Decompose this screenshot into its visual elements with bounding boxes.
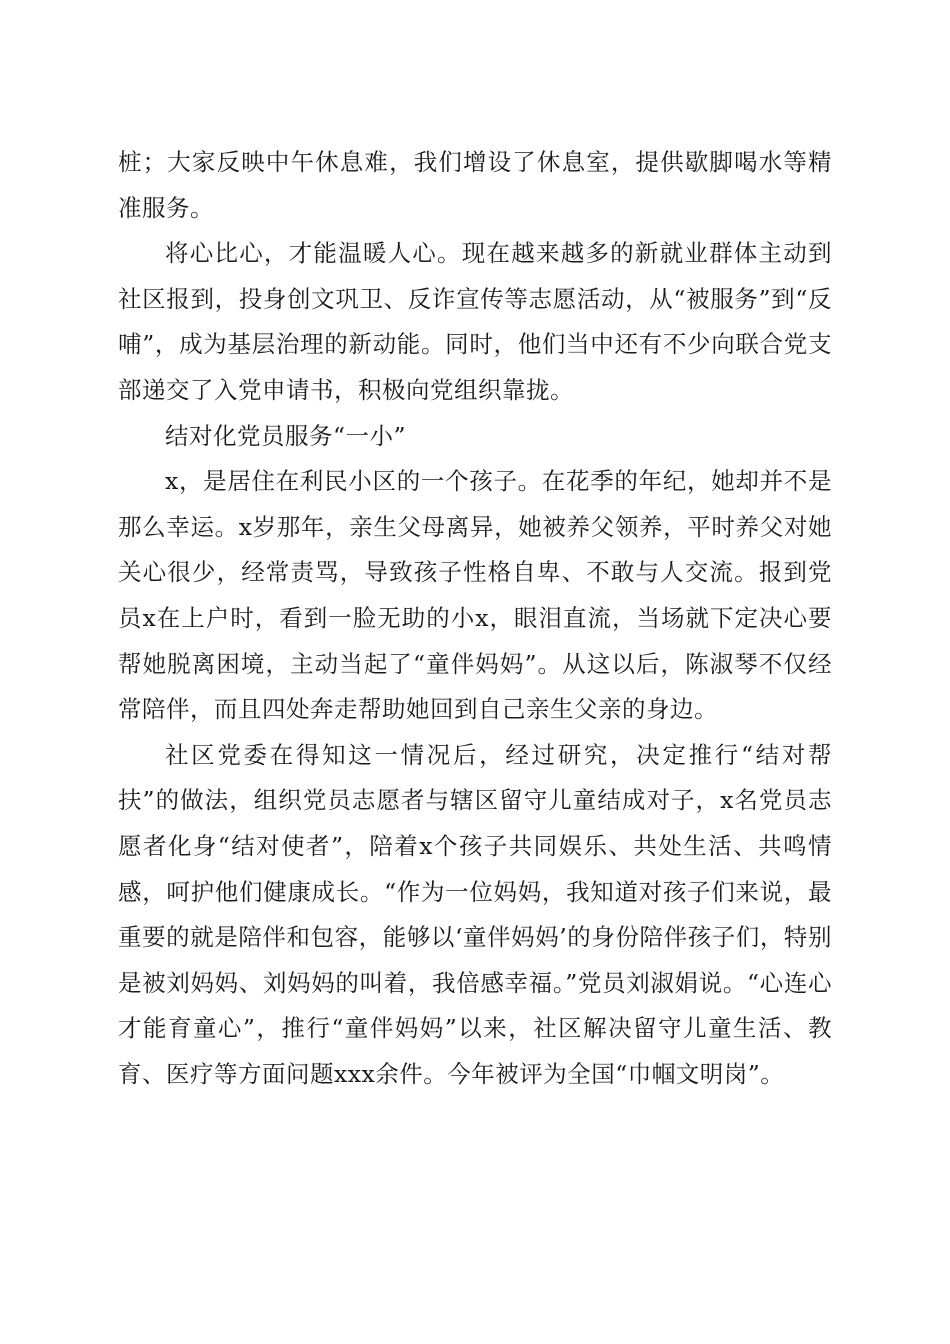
paragraph-new-employment-groups: 将心比心，才能温暖人心。现在越来越多的新就业群体主动到社区报到，投身创文巩卫、反诈宣传等志愿活动，从“被服务”到“反哺”，成为基层治理的新动能。同时，他们当中还有不少向联合党支部递交了入党申请书，积极向党组织靠拢。: [118, 239, 832, 404]
paragraph-continuation: 桩；大家反映中午休息难，我们增设了休息室，提供歇脚喝水等精准服务。: [118, 148, 832, 222]
document-body: [118, 140, 832, 1097]
paragraph-pairing-assistance: 社区党委在得知这一情况后，经过研究，决定推行“结对帮扶”的做法，组织党员志愿者与辖区留守儿童结成对子，x名党员志愿者化身“结对使者”，陪着x个孩子共同娱乐、共处生活、共鸣情感，呵护他们健康成长。“作为一位妈妈，我知道对孩子们来说，最重要的就是陪伴和包容，能够以‘童伴妈妈’的身份陪伴孩子们，特别是被刘妈妈、刘妈妈的叫着，我倍感幸福。”党员刘淑娟说。“心连心才能育童心”，推行“童伴妈妈”以来，社区解决留守儿童生活、教育、医疗等方面问题xxx余件。今年被评为全国“巾帼文明岗”。: [118, 740, 832, 1088]
section-heading: 结对化党员服务“一小”: [165, 421, 407, 450]
paragraph-child-story: x，是居住在利民小区的一个孩子。在花季的年纪，她却并不是那么幸运。x岁那年，亲生父母离异，她被养父领养，平时养父对她关心很少，经常责骂，导致孩子性格自卑、不敢与人交流。报到党员x在上户时，看到一脸无助的小x，眼泪直流，当场就下定决心要帮她脱离困境，主动当起了“童伴妈妈”。从这以后，陈淑琴不仅经常陪伴，而且四处奔走帮助她回到自己亲生父亲的身边。: [118, 467, 832, 724]
